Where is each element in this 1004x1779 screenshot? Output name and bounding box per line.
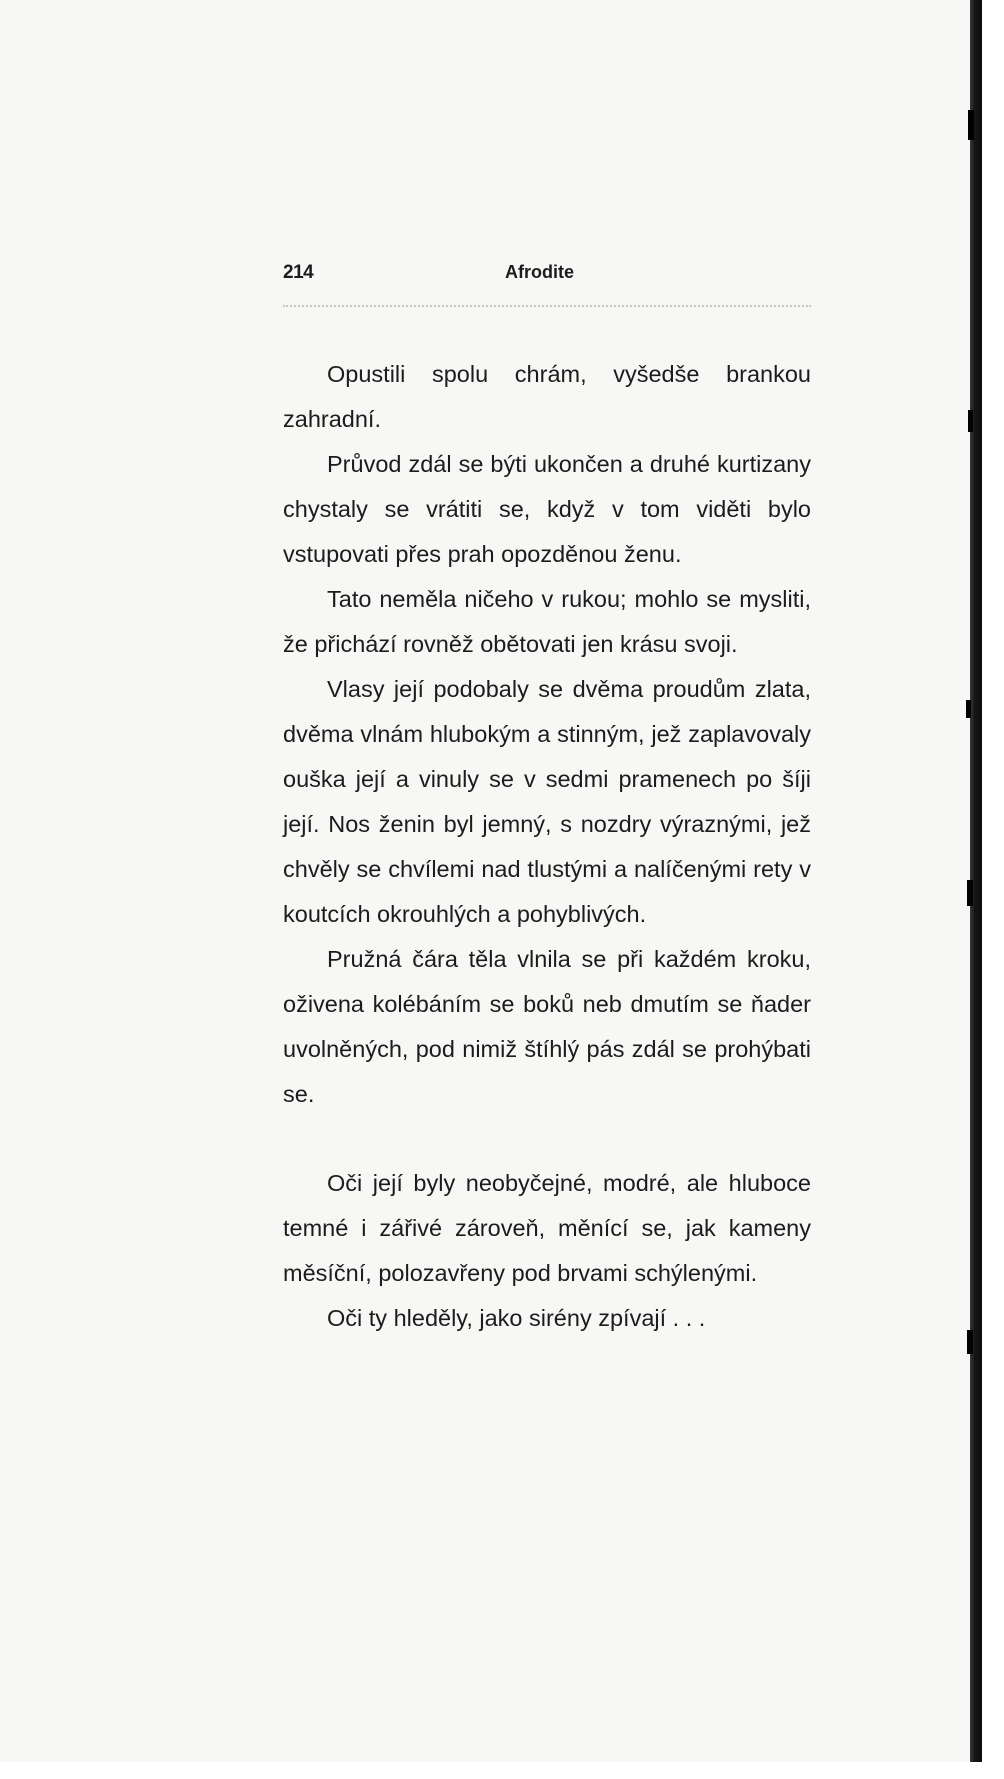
spine-mark bbox=[966, 700, 971, 718]
paragraph: Průvod zdál se býti ukončen a druhé kurtizany chystaly se vrátiti se, když v tom viděti bylo vstupovati přes prah opozděnou ženu. bbox=[283, 451, 811, 567]
scan-right-margin bbox=[980, 0, 1004, 1779]
paragraph: Vlasy její podobaly se dvěma proudům zlata, dvěma vlnám hlubokým a stinným, jež zaplavovaly ouška její a vinuly se v sedmi pramenech po šíji její. Nos ženin byl jemný, s nozdry výraznými, jež chvěly se chvílemi nad tlustými a nalíčenými rety v koutcích okrouhlých a pohyblivých. bbox=[283, 676, 811, 927]
spine-mark bbox=[967, 880, 973, 906]
paragraph: Opustili spolu chrám, vyšedše brankou zahradní. bbox=[283, 361, 811, 432]
body-text bbox=[283, 352, 811, 1341]
spine-mark bbox=[968, 110, 974, 140]
running-title: Afrodite bbox=[505, 262, 574, 282]
paragraph: Pružná čára těla vlnila se při každém kroku, oživena kolébáním se boků neb dmutím se ňader uvolněných, pod nimiž štíhlý pás zdál se prohýbati se. bbox=[283, 946, 811, 1107]
paragraph: Oči ty hleděly, jako sirény zpívají . . . bbox=[327, 1305, 706, 1331]
paragraph: Tato neměla ničeho v rukou; mohlo se mysliti, že přichází rovněž obětovati jen krásu svoji. bbox=[283, 586, 811, 657]
header-rule bbox=[283, 305, 811, 307]
scan-bottom-margin bbox=[0, 1762, 1004, 1779]
page-header bbox=[283, 262, 811, 294]
page-number: 214 bbox=[283, 262, 314, 283]
paragraph: Oči její byly neobyčejné, modré, ale hluboce temné i zářivé zároveň, měnící se, jak kameny měsíční, polozavřeny pod brvami schýlenými. bbox=[283, 1170, 811, 1286]
spine-mark bbox=[967, 1330, 973, 1354]
spine-mark bbox=[968, 410, 973, 432]
